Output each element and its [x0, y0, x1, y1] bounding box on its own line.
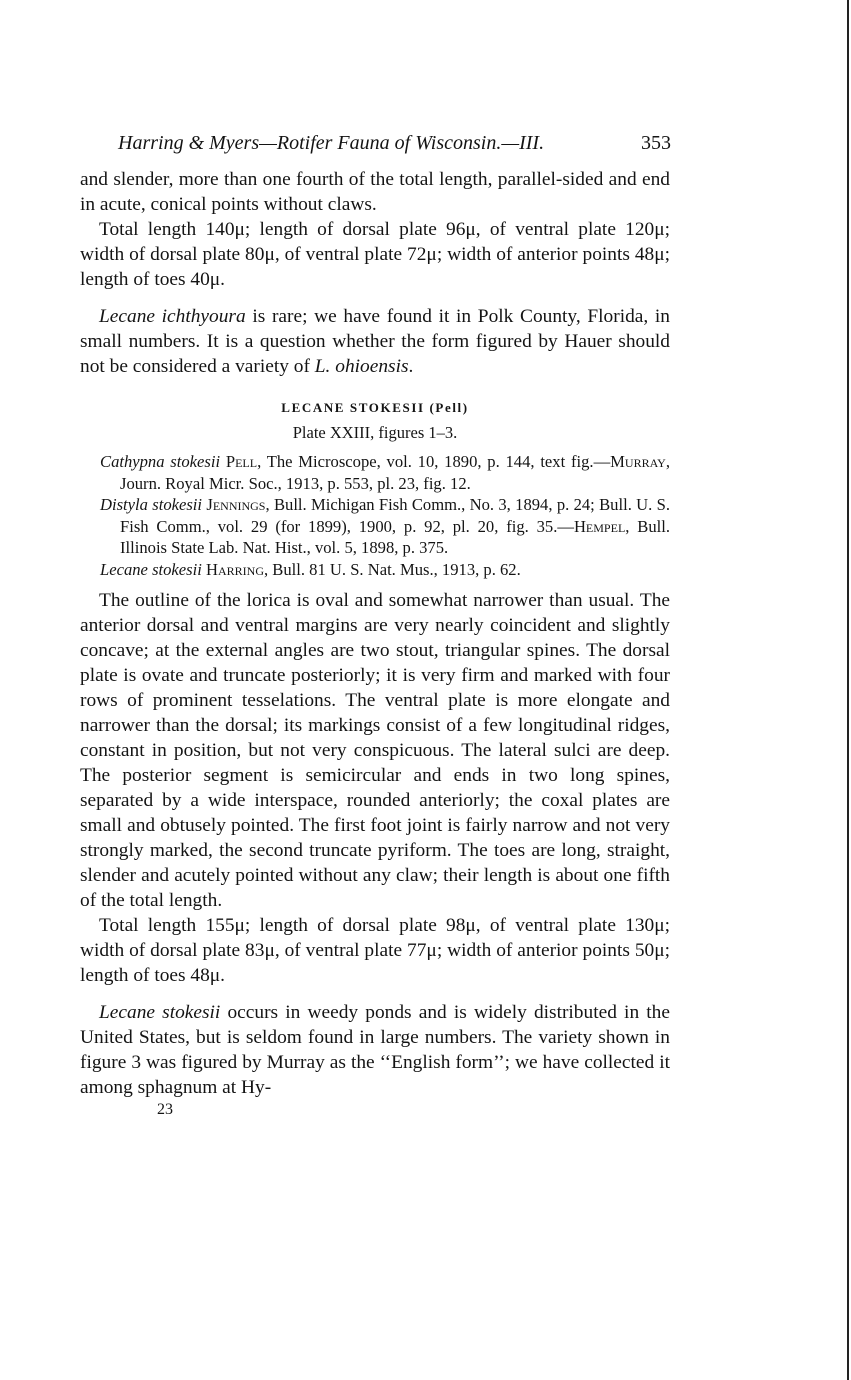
page-content: [80, 132, 670, 1119]
species-name: L. ohioensis: [314, 356, 409, 377]
synonym-reference: , Bull. Michigan Fish Comm., No. 3, 1894, p. 24; Bull. U. S. Fish Comm., vol. 29 (for 1899), 1900, p. 92, pl. 20, fig. 35.—: [120, 495, 670, 536]
synonym-author: Murray: [610, 452, 666, 471]
species-name: Lecane ichthyoura: [99, 306, 246, 327]
synonym-reference: , The Microscope, vol. 10, 1890, p. 144, text fig.—: [257, 452, 611, 471]
synonym-author: Hempel: [573, 516, 626, 536]
paragraph-description: The outline of the lorica is oval and somewhat narrower than usual. The anterior dorsal and ventral margins are very nearly coincident and slightly concave; at the external angles are two stout, triangular spines. The dorsal plate is ovate and truncate posteriorly; it is very firm and marked with four rows of prominent tesselations. The ventral plate is more elongate and narrower than the dorsal; its markings consist of a few longitudinal ridges, constant in position, but not very conspicuous. The lateral sulci are deep. The posterior segment is semicircular and ends in two long spines, separated by a wide interspace, rounded anteriorly; the coxal plates are small and obtusely pointed. The first foot joint is fairly narrow and not very strongly marked, the second truncate pyriform. The toes are long, straight, slender and acutely pointed without any claw; their length is about one fifth of the total length.: [80, 590, 670, 911]
paragraph-text: is rare; we have found it in Polk County, Florida, in small numbers. It is a question whether the form figured by Hauer should not be considered a variety of: [80, 306, 671, 377]
paragraph-text: occurs in weedy ponds and is widely distributed in the United States, but is seldom found in large numbers. The variety shown in figure 3 was figured by Murray as the ‘‘English form’’; we have collected it among sphagnum at Hy-: [80, 1002, 670, 1098]
paragraph-measurements-stokesii: Total length 155μ; length of dorsal plate 98μ, of ventral plate 130μ; width of dorsal plate 83μ, of ventral plate 77μ; width of anterior points 50μ; length of toes 48μ.: [80, 915, 670, 986]
paragraph-measurements-ichthyoura: Total length 140μ; length of dorsal plate 96μ, of ventral plate 120μ; width of dorsal plate 80μ, of ventral plate 72μ; width of anterior points 48μ; length of toes 40μ.: [80, 219, 670, 290]
plate-reference: Plate XXIII, figures 1–3.: [292, 423, 458, 442]
section-title: LECANE STOKESII (Pell): [281, 400, 469, 415]
paragraph-stokesii-distribution: [80, 1000, 670, 1100]
running-title: Harring & Myers—Rotifer Fauna of Wisconsin.—III.: [118, 132, 545, 154]
synonym-author: Harring: [206, 559, 264, 579]
synonym-name: Lecane stokesii: [100, 559, 202, 579]
synonym-author: Pell: [225, 452, 258, 471]
page-edge: [847, 0, 849, 1380]
synonym-name: Cathypna stokesii: [100, 452, 221, 471]
paragraph-end: .: [408, 356, 414, 377]
synonym-name: Distyla stokesii: [100, 495, 203, 514]
signature-mark: 23: [157, 1101, 173, 1118]
synonymy-entry: [80, 451, 670, 494]
page-number: 353: [641, 132, 671, 154]
species-name: Lecane stokesii: [99, 1002, 221, 1023]
paragraph-continuation: and slender, more than one fourth of the total length, parallel-sided and end in acute, conical points without claws.: [80, 169, 670, 215]
paragraph-ichthyoura-distribution: [80, 304, 670, 379]
synonymy-list: [80, 451, 670, 580]
synonym-reference: , Journ. Royal Micr. Soc., 1913, p. 553, pl. 23, fig. 12.: [120, 452, 670, 493]
synonym-author: Jennings: [206, 495, 266, 514]
synonym-reference: , Bull. 81 U. S. Nat. Mus., 1913, p. 62.: [264, 559, 521, 579]
synonymy-entry: [80, 559, 670, 581]
running-head: [118, 132, 670, 155]
synonym-reference: , Bull. Illinois State Lab. Nat. Hist., vol. 5, 1898, p. 375.: [120, 516, 670, 557]
synonymy-entry: [80, 494, 670, 559]
